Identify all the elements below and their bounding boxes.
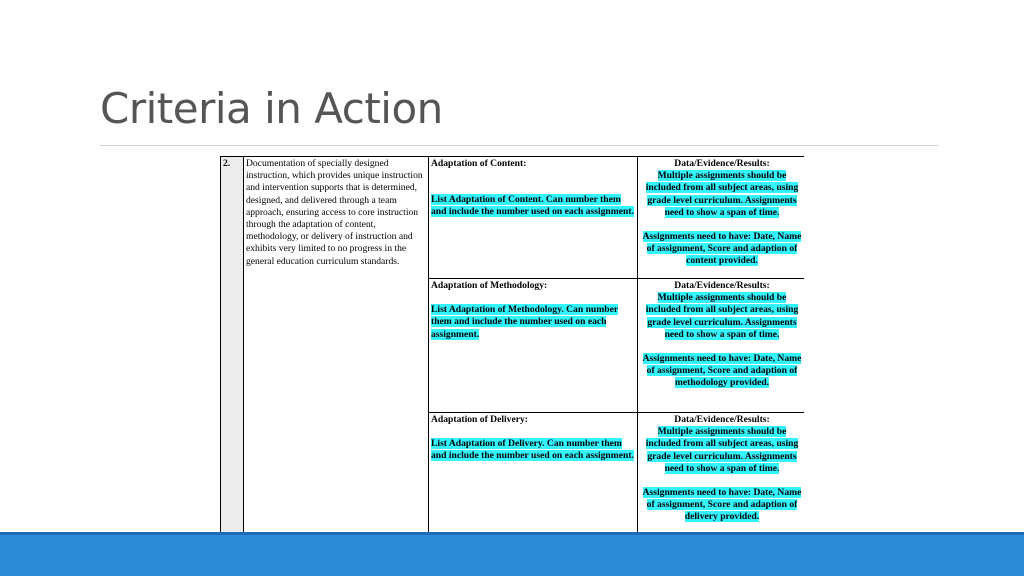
- adaptation-instruction: List Adaptation of Content. Can number them and include the number used on each assignment.: [431, 194, 634, 218]
- footer-accent-line: [0, 532, 1024, 535]
- slide-title: Criteria in Action: [100, 84, 443, 133]
- evidence-requirements: Assignments need to have: Date, Name of assignment, Score and adaption of methodology provided.: [642, 353, 802, 389]
- evidence-heading: Data/Evidence/Results:: [674, 414, 770, 425]
- evidence-body: Multiple assignments should be included from all subject areas, using grade level curriculum. Assignments need to show a span of time.: [645, 292, 799, 340]
- item-number: 2.: [221, 157, 244, 537]
- evidence-requirements: Assignments need to have: Date, Name of assignment, Score and adaption of delivery provided.: [642, 487, 802, 523]
- adaptation-instruction: List Adaptation of Methodology. Can number them and include the number used on each assignment.: [431, 304, 619, 340]
- footer-band: [0, 532, 1024, 576]
- adaptation-cell-methodology: [429, 279, 638, 413]
- evidence-requirements: Assignments need to have: Date, Name of assignment, Score and adaption of content provided.: [642, 231, 802, 267]
- adaptation-heading: Adaptation of Content:: [431, 158, 527, 169]
- adaptation-cell-content: [429, 157, 638, 279]
- adaptation-heading: Adaptation of Delivery:: [431, 414, 528, 425]
- document-screenshot: [220, 156, 804, 536]
- title-divider: [100, 145, 938, 146]
- criteria-description: Documentation of specially designed instruction, which provides unique instruction and intervention supports that is determined, designed, and delivered through a team approach, ensuring access to core instruction through the adaptation of content, methodology, or delivery of instruction and exhibits very limited to no progress in the general education curriculum standards.: [244, 157, 429, 537]
- adaptation-heading: Adaptation of Methodology:: [431, 280, 548, 291]
- evidence-heading: Data/Evidence/Results:: [674, 158, 770, 169]
- adaptation-cell-delivery: [429, 413, 638, 537]
- evidence-body: Multiple assignments should be included from all subject areas, using grade level curriculum. Assignments need to show a span of time.: [645, 426, 799, 474]
- table-row: [221, 157, 805, 279]
- adaptation-instruction: List Adaptation of Delivery. Can number them and include the number used on each assignment.: [431, 438, 634, 462]
- evidence-cell-content: [638, 157, 805, 279]
- evidence-cell-methodology: [638, 279, 805, 413]
- evidence-cell-delivery: [638, 413, 805, 537]
- evidence-body: Multiple assignments should be included from all subject areas, using grade level curriculum. Assignments need to show a span of time.: [645, 170, 799, 218]
- evidence-heading: Data/Evidence/Results:: [674, 280, 770, 291]
- criteria-table: [220, 156, 804, 536]
